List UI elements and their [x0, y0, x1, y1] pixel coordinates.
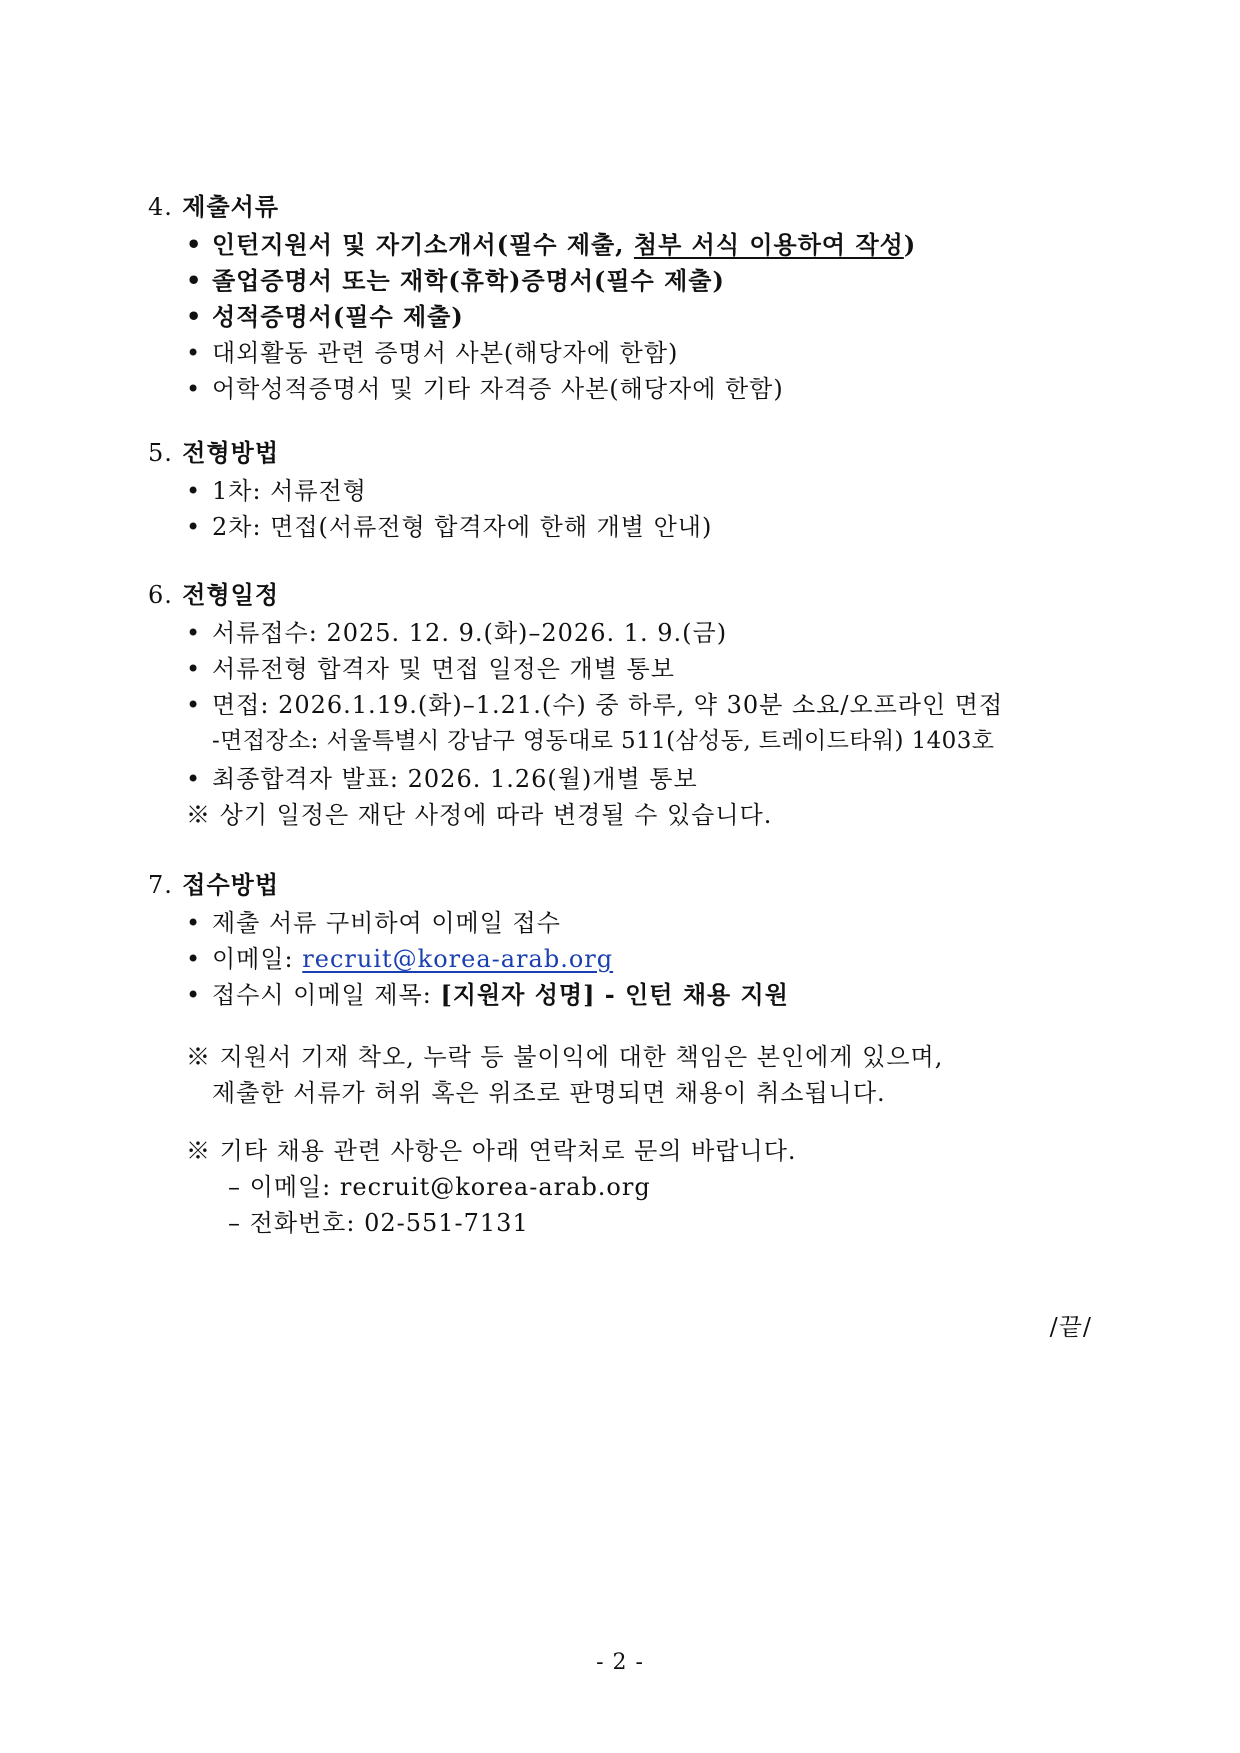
list-item: • 1차: 서류전형	[186, 474, 367, 508]
section-number: 7.	[148, 871, 173, 899]
list-item: • 서류접수: 2025. 12. 9.(화)–2026. 1. 9.(금)	[186, 616, 727, 650]
section-title: 전형방법	[182, 438, 280, 467]
bullet-icon: •	[186, 266, 203, 295]
section-4-heading	[148, 190, 279, 224]
contact-note: ※ 기타 채용 관련 사항은 아래 연락처로 문의 바랍니다.	[186, 1137, 797, 1165]
bullet-icon: •	[186, 765, 202, 793]
interview-location: -면접장소: 서울특별시 강남구 영동대로 511(삼성동, 트레이드타워) 1403호	[212, 728, 995, 754]
section-title: 접수방법	[182, 870, 280, 899]
list-item: • 제출 서류 구비하여 이메일 접수	[186, 906, 561, 940]
underlined-text: 첨부 서식 이용하여 작성	[633, 230, 904, 259]
bullet-icon: •	[186, 477, 202, 505]
list-item: • 2차: 면접(서류전형 합격자에 한해 개별 안내)	[186, 510, 712, 544]
list-item: • 대외활동 관련 증명서 사본(해당자에 한함)	[186, 336, 678, 370]
bullet-icon: •	[186, 945, 202, 973]
list-item: • 면접: 2026.1.19.(화)–1.21.(수) 중 하루, 약 30분 소요/오프라인 면접	[186, 688, 1003, 722]
list-item: • 인턴지원서 및 자기소개서(필수 제출, 첨부 서식 이용하여 작성)	[186, 228, 916, 262]
bullet-icon: •	[186, 691, 202, 719]
bullet-icon: •	[186, 375, 202, 403]
email-link[interactable]: recruit@korea-arab.org	[302, 945, 614, 973]
bullet-icon: •	[186, 339, 202, 367]
section-5-heading	[148, 436, 279, 470]
bullet-icon: •	[186, 655, 202, 683]
email-subject-format: [지원자 성명] - 인턴 채용 지원	[440, 980, 789, 1009]
list-item: • 접수시 이메일 제목: [지원자 성명] - 인턴 채용 지원	[186, 978, 789, 1012]
bullet-icon: •	[186, 619, 202, 647]
bullet-icon: •	[186, 909, 202, 937]
section-title: 제출서류	[182, 192, 280, 221]
list-item: • 졸업증명서 또는 재학(휴학)증명서(필수 제출)	[186, 264, 725, 298]
list-item: • 최종합격자 발표: 2026. 1.26(월)개별 통보	[186, 762, 698, 796]
list-item: • 성적증명서(필수 제출)	[186, 300, 464, 334]
list-item: • 서류전형 합격자 및 면접 일정은 개별 통보	[186, 652, 675, 686]
list-item: • 이메일: recruit@korea-arab.org	[186, 942, 613, 976]
section-6-heading	[148, 578, 279, 612]
page-number: - 2 -	[596, 1650, 644, 1675]
section-title: 전형일정	[182, 580, 280, 609]
list-item: • 어학성적증명서 및 기타 자격증 사본(해당자에 한함)	[186, 372, 784, 406]
liability-note: ※ 지원서 기재 착오, 누락 등 불이익에 대한 책임은 본인에게 있으며,	[186, 1043, 944, 1071]
section-7-heading	[148, 868, 279, 902]
schedule-note: ※ 상기 일정은 재단 사정에 따라 변경될 수 있습니다.	[186, 801, 773, 829]
section-number: 5.	[148, 439, 173, 467]
contact-email: – 이메일: recruit@korea-arab.org	[228, 1173, 651, 1201]
bullet-icon: •	[186, 302, 203, 331]
end-mark: /끝/	[1049, 1313, 1092, 1341]
bullet-icon: •	[186, 513, 202, 541]
section-number: 4.	[148, 193, 173, 221]
bullet-icon: •	[186, 981, 202, 1009]
contact-phone: – 전화번호: 02-551-7131	[228, 1209, 529, 1237]
section-number: 6.	[148, 581, 173, 609]
bullet-icon: •	[186, 230, 203, 259]
liability-note-continued: 제출한 서류가 허위 혹은 위조로 판명되면 채용이 취소됩니다.	[212, 1079, 886, 1107]
